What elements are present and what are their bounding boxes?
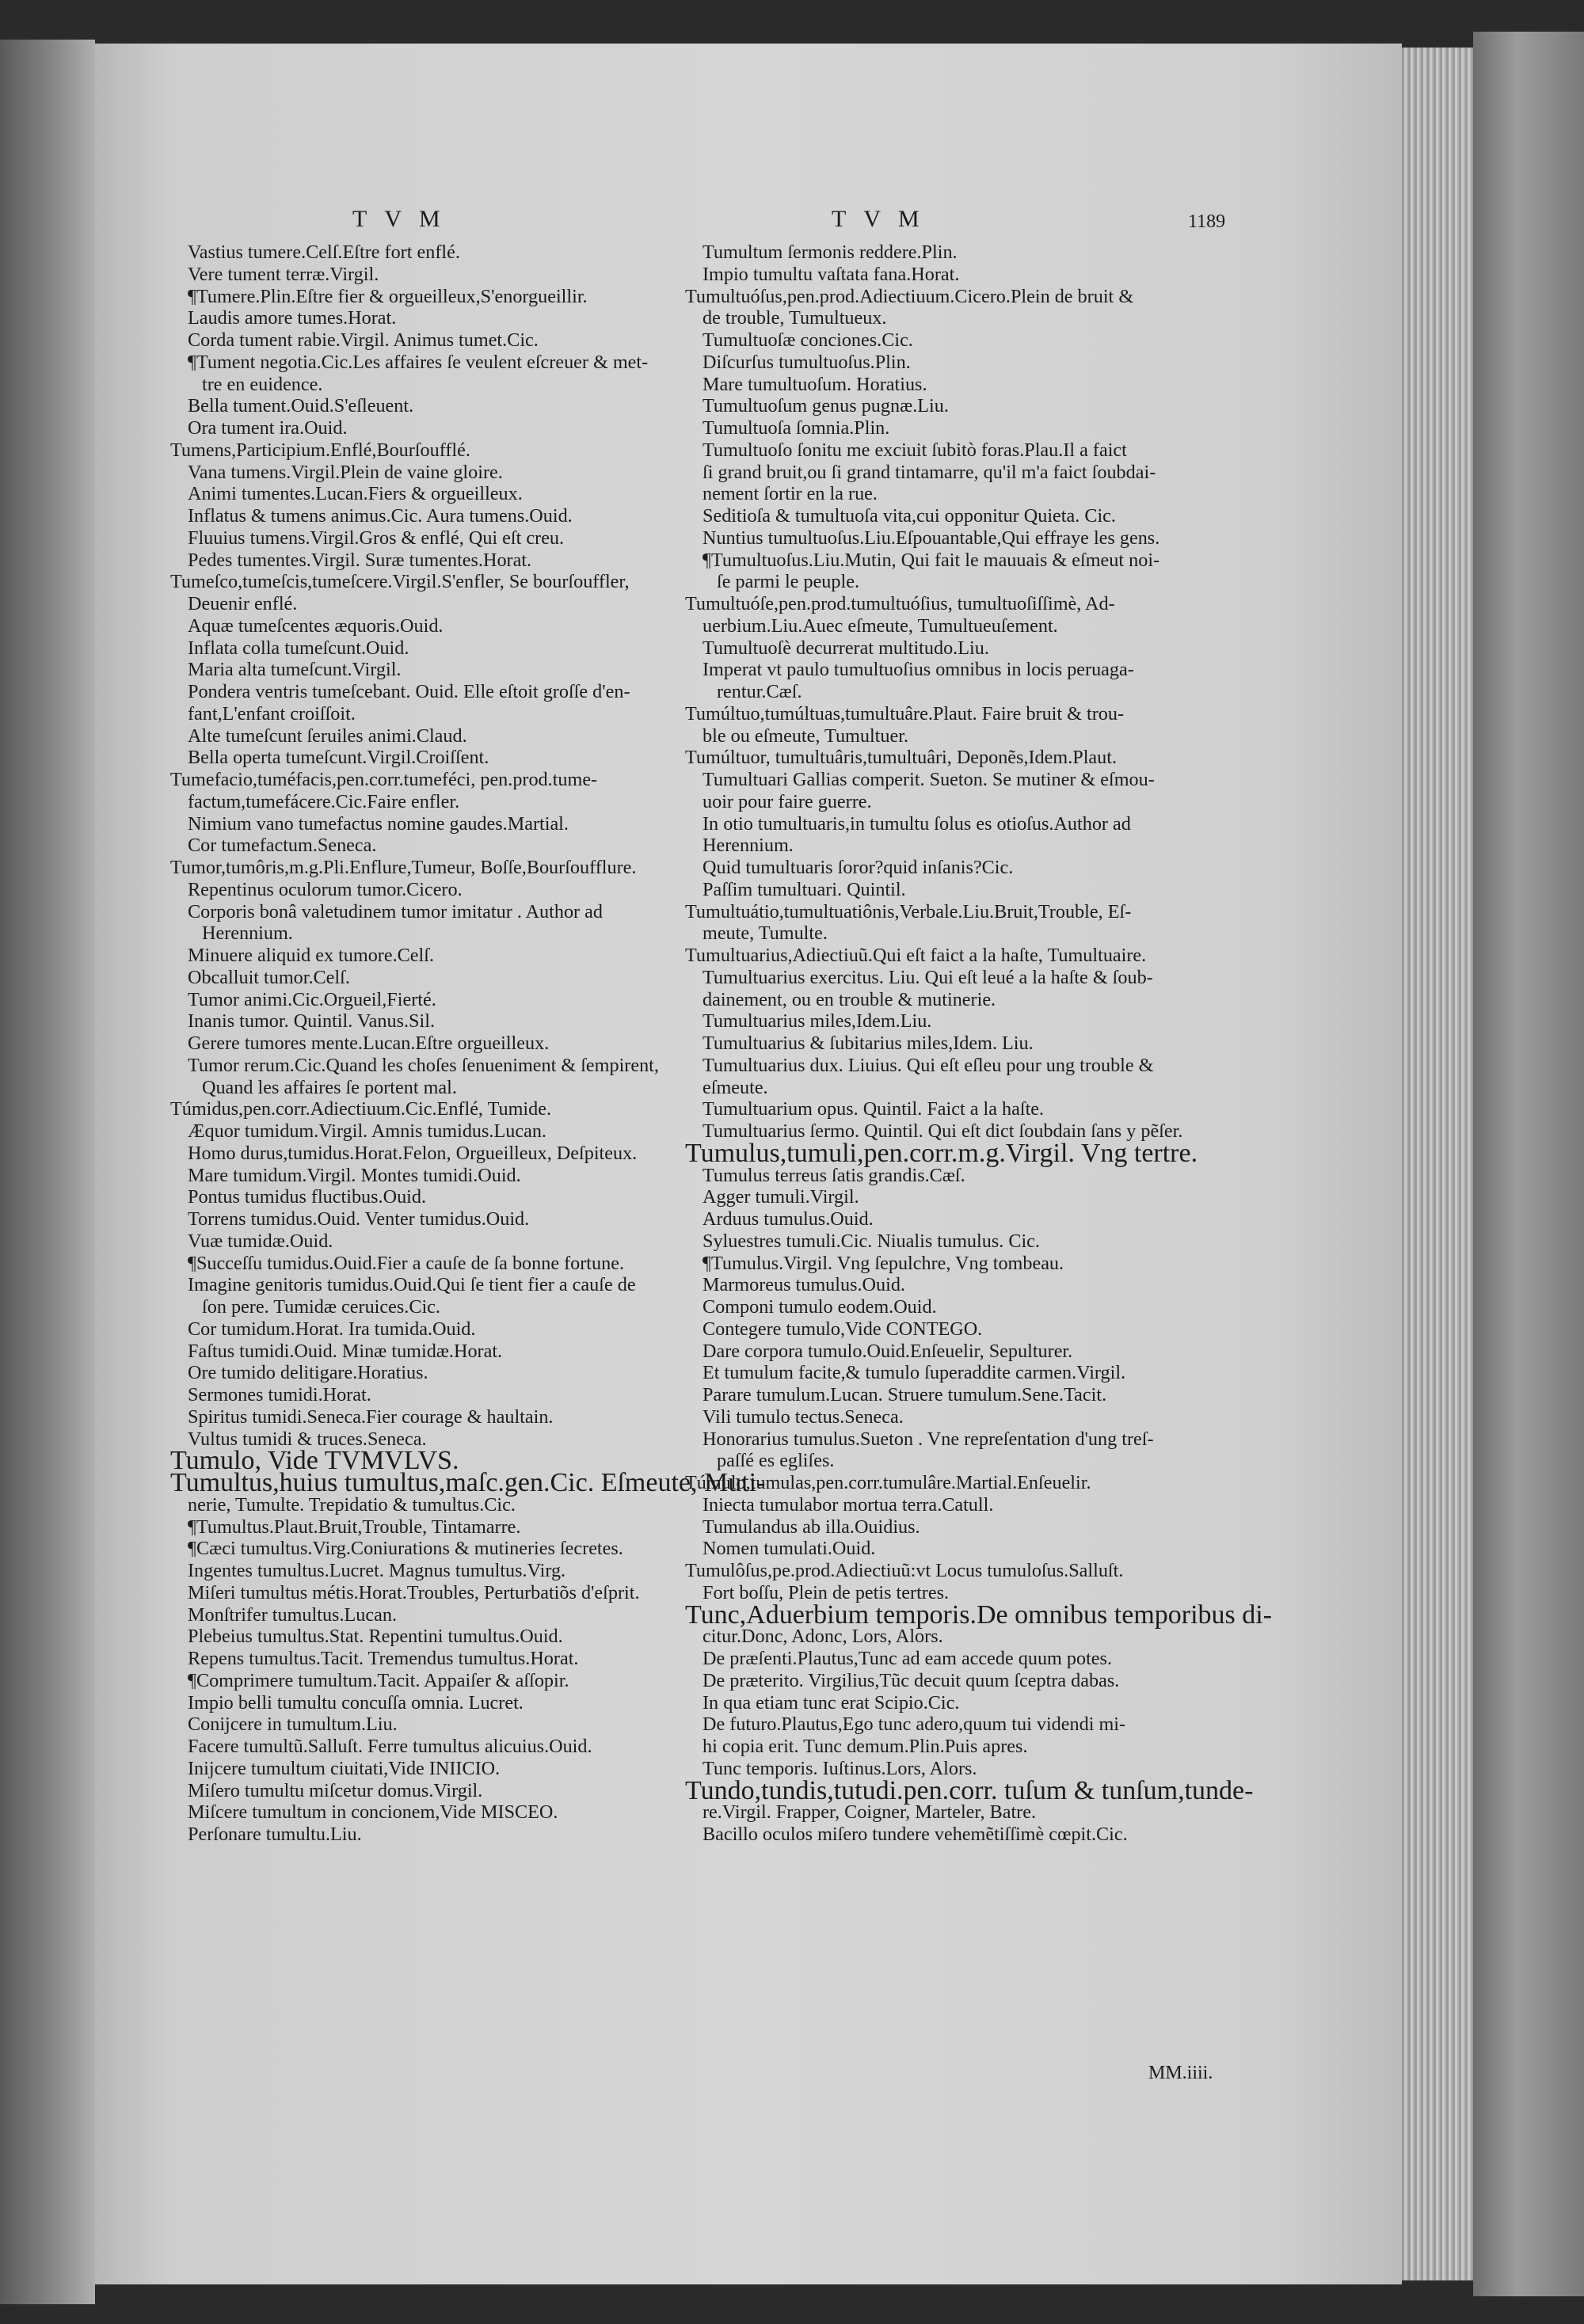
page-block-edge — [1402, 48, 1473, 2280]
dictionary-line: Facere tumultũ.Salluſt. Ferre tumultus alicuius.Ouid. — [188, 1736, 592, 1757]
dictionary-line: Inflata colla tumeſcunt.Ouid. — [188, 637, 409, 659]
dictionary-line: Impio tumultu vaſtata fana.Horat. — [703, 263, 960, 285]
dictionary-line: Tunc,Aduerbium temporis.De omnibus temporibus di- — [685, 1599, 1273, 1630]
dictionary-line: Pedes tumentes.Virgil. Suræ tumentes.Horat. — [188, 549, 532, 571]
dictionary-line: Obcalluit tumor.Celſ. — [188, 966, 350, 988]
dictionary-line: Impio belli tumultu concuſſa omnia. Lucret. — [188, 1691, 524, 1714]
dictionary-line: Tumulus,tumuli,pen.corr.m.g.Virgil. Vng tertre. — [685, 1138, 1198, 1168]
dictionary-line: Tumultuarius dux. Liuius. Qui eſt eſleu pour ung trouble & — [703, 1054, 1154, 1076]
dictionary-line: De futuro.Plautus,Ego tunc adero,quum tui videndi mi- — [703, 1714, 1126, 1736]
dictionary-line: ¶Succeſſu tumidus.Ouid.Fier a cauſe de ſa bonne fortune. — [188, 1252, 624, 1274]
dictionary-line: Inijcere tumultum ciuitati,Vide INIICIO. — [188, 1757, 501, 1779]
dictionary-line: meute, Tumulte. — [703, 922, 828, 945]
dictionary-line: re.Virgil. Frapper, Coigner, Marteler, Batre. — [703, 1801, 1037, 1824]
dictionary-line: Marmoreus tumulus.Ouid. — [703, 1274, 905, 1296]
dictionary-line: hi copia erit. Tunc demum.Plin.Puis apres. — [703, 1736, 1028, 1757]
dictionary-line: Miſeri tumultus métis.Horat.Troubles, Perturbatiõs d'eſprit. — [188, 1581, 640, 1603]
dictionary-line: Nimium vano tumefactus nomine gaudes.Martial. — [188, 812, 569, 835]
dictionary-line: Túmidus,pen.corr.Adiectiuum.Cic.Enflé, Tumide. — [170, 1098, 552, 1120]
dictionary-line: Tumulandus ab illa.Ouidius. — [703, 1516, 920, 1538]
dictionary-line: Ore tumido delitigare.Horatius. — [188, 1362, 428, 1384]
dictionary-line: Maria alta tumeſcunt.Virgil. — [188, 659, 402, 681]
dictionary-line: Sermones tumidi.Horat. — [188, 1384, 371, 1405]
dictionary-line: rentur.Cæſ. — [717, 681, 802, 702]
dictionary-line: uoir pour faire guerre. — [703, 790, 872, 812]
dictionary-line: Corda tument rabie.Virgil. Animus tumet.Cic. — [188, 329, 539, 351]
dictionary-line: Tumultuóſus,pen.prod.Adiectiuum.Cicero.Plein de bruit & — [685, 285, 1134, 307]
dictionary-line: Vana tumens.Virgil.Plein de vaine gloire. — [188, 461, 503, 483]
dictionary-line: Ingentes tumultus.Lucret. Magnus tumultus.Virg. — [188, 1560, 566, 1581]
dictionary-line: De præterito. Virgilius,Tũc decuit quum ſceptra dabas. — [703, 1669, 1120, 1691]
dictionary-line: ¶Cæci tumultus.Virg.Coniurations & mutineries ſecretes. — [188, 1538, 623, 1560]
dictionary-line: Corporis bonâ valetudinem tumor imitatur . Author ad — [188, 900, 603, 922]
dictionary-line: In qua etiam tunc erat Scipio.Cic. — [703, 1691, 960, 1714]
dictionary-line: Aquæ tumeſcentes æquoris.Ouid. — [188, 614, 444, 637]
dictionary-line: Tumultuarius & ſubitarius miles,Idem. Liu. — [703, 1033, 1034, 1054]
dictionary-line: Túmulo,tumulas,pen.corr.tumulâre.Martial.Enſeuelir. — [685, 1472, 1091, 1493]
dictionary-line: Vere tument terræ.Virgil. — [188, 263, 379, 285]
dictionary-line: Tumultuátio,tumultuatiônis,Verbale.Liu.Bruit,Trouble, Eſ- — [685, 900, 1132, 922]
dictionary-line: Perſonare tumultu.Liu. — [188, 1824, 362, 1845]
dictionary-line: Tumultum ſermonis reddere.Plin. — [703, 242, 958, 263]
dictionary-line: Syluestres tumuli.Cic. Niualis tumulus. Cic. — [703, 1230, 1040, 1252]
dictionary-line: ſon pere. Tumidæ ceruices.Cic. — [202, 1296, 440, 1318]
dictionary-line: de trouble, Tumultueux. — [703, 307, 887, 329]
dictionary-line: Honorarius tumulus.Sueton . Vne repreſentation d'ung treſ- — [703, 1428, 1154, 1450]
dictionary-line: Arduus tumulus.Ouid. — [703, 1208, 874, 1230]
dictionary-line: Tumúltuo,tumúltuas,tumultuâre.Plaut. Faire bruit & trou- — [685, 702, 1125, 725]
page-number: 1189 — [1188, 211, 1226, 232]
dictionary-line: Tumúltuor, tumultuâris,tumultuâri, Deponẽs,Idem.Plaut. — [685, 747, 1118, 769]
dictionary-line: Vili tumulo tectus.Seneca. — [703, 1405, 904, 1428]
dictionary-line: Vultus tumidi & truces.Seneca. — [188, 1428, 427, 1450]
dictionary-line: Paſſim tumultuari. Quintil. — [703, 878, 906, 900]
dictionary-line: Tumultuari Gallias comperit. Sueton. Se mutiner & eſmou- — [703, 769, 1155, 790]
dictionary-line: Agger tumuli.Virgil. — [703, 1186, 859, 1208]
dictionary-line: Componi tumulo eodem.Ouid. — [703, 1296, 937, 1318]
dictionary-line: Tumultuoſè decurrerat multitudo.Liu. — [703, 637, 989, 659]
dictionary-line: Miſero tumultu miſcetur domus.Virgil. — [188, 1779, 483, 1801]
dictionary-line: Tumultuoſo ſonitu me exciuit ſubitò foras.Plau.Il a faict — [703, 439, 1127, 461]
left-page-edge — [0, 40, 95, 2304]
dictionary-line: Tumultuóſe,pen.prod.tumultuóſius, tumultuoſiſſimè, Ad- — [685, 593, 1115, 614]
dictionary-line: Bacillo oculos miſero tundere vehemẽtiſſimè cœpit.Cic. — [703, 1824, 1128, 1845]
dictionary-line: Quand les affaires ſe portent mal. — [202, 1076, 457, 1098]
dictionary-line: Tumultuarius,Adiectiuũ.Qui eſt faict a la haſte, Tumultuaire. — [685, 945, 1147, 966]
dictionary-line: Bella operta tumeſcunt.Virgil.Croiſſent. — [188, 747, 489, 769]
dictionary-line: ſe parmi le peuple. — [717, 571, 859, 593]
dictionary-line: ¶Comprimere tumultum.Tacit. Appaiſer & aſſopir. — [188, 1669, 569, 1691]
dictionary-line: ¶Tumultuoſus.Liu.Mutin, Qui fait le mauuais & eſmeut noi- — [703, 549, 1160, 571]
dictionary-line: ¶Tumere.Plin.Eſtre fier & orgueilleux,S'enorgueillir. — [188, 285, 588, 307]
dictionary-line: Repens tumultus.Tacit. Tremendus tumultus.Horat. — [188, 1648, 579, 1669]
dictionary-line: Faſtus tumidi.Ouid. Minæ tumidæ.Horat. — [188, 1340, 503, 1362]
dictionary-line: Conijcere in tumultum.Liu. — [188, 1714, 398, 1736]
dictionary-line: ¶Tumultus.Plaut.Bruit,Trouble, Tintamarre. — [188, 1516, 521, 1538]
dictionary-line: Herennium. — [202, 922, 293, 945]
running-head-right: TVM — [832, 206, 937, 232]
dictionary-line: Laudis amore tumes.Horat. — [188, 307, 397, 329]
dictionary-line: dainement, ou en trouble & mutinerie. — [703, 988, 996, 1010]
dictionary-line: factum,tumefácere.Cic.Faire enfler. — [188, 790, 460, 812]
dictionary-line: Fort boſſu, Plein de petis tertres. — [703, 1581, 950, 1603]
dictionary-line: Tumultuoſa ſomnia.Plin. — [703, 417, 890, 439]
dictionary-line: Quid tumultuaris ſoror?quid inſanis?Cic. — [703, 857, 1014, 878]
dictionary-line: Tumor rerum.Cic.Quand les choſes ſenueniment & ſempirent, — [188, 1054, 659, 1076]
dictionary-line: Tumens,Participium.Enflé,Bourſoufflé. — [170, 439, 470, 461]
dictionary-line: Animi tumentes.Lucan.Fiers & orgueilleux. — [188, 483, 523, 505]
dictionary-line: De præſenti.Plautus,Tunc ad eam accede quum potes. — [703, 1648, 1113, 1669]
dictionary-line: Inanis tumor. Quintil. Vanus.Sil. — [188, 1010, 435, 1033]
dictionary-line: Tunc temporis. Iuſtinus.Lors, Alors. — [703, 1757, 977, 1779]
book-page — [95, 44, 1402, 2284]
dictionary-line: Et tumulum facite,& tumulo ſuperaddite carmen.Virgil. — [703, 1362, 1126, 1384]
dictionary-line: Ora tument ira.Ouid. — [188, 417, 348, 439]
dictionary-line: In otio tumultuaris,in tumultu ſolus es otioſus.Author ad — [703, 812, 1131, 835]
dictionary-line: tre en euidence. — [202, 373, 323, 395]
dictionary-line: Seditioſa & tumultuoſa vita,cui opponitur Quieta. Cic. — [703, 505, 1116, 527]
dictionary-line: uerbium.Liu.Auec eſmeute, Tumultueuſement. — [703, 614, 1058, 637]
right-column — [685, 242, 1272, 1846]
dictionary-line: Tumefacio,tuméfacis,pen.corr.tumeféci, pen.prod.tume- — [170, 769, 598, 790]
dictionary-line: ¶Tument negotia.Cic.Les affaires ſe veulent eſcreuer & met- — [188, 351, 649, 373]
dictionary-line: Homo durus,tumidus.Horat.Felon, Orgueilleux, Deſpiteux. — [188, 1142, 638, 1164]
dictionary-line: Minuere aliquid ex tumore.Celſ. — [188, 945, 435, 966]
dictionary-line: Pondera ventris tumeſcebant. Ouid. Elle eſtoit groſſe d'en- — [188, 681, 630, 702]
dictionary-line: Repentinus oculorum tumor.Cicero. — [188, 878, 463, 900]
dictionary-line: Tumultuarius ſermo. Quintil. Qui eſt dict ſoubdain ſans y pẽſer. — [703, 1120, 1183, 1142]
dictionary-line: Gerere tumores mente.Lucan.Eſtre orgueilleux. — [188, 1033, 550, 1054]
left-column — [170, 242, 765, 1846]
dictionary-line: Contegere tumulo,Vide CONTEGO. — [703, 1318, 983, 1340]
dictionary-line: Tumultuarium opus. Quintil. Faict a la haſte. — [703, 1098, 1045, 1120]
dictionary-line: Miſcere tumultum in concionem,Vide MISCEO. — [188, 1801, 558, 1824]
dictionary-line: Tumulus terreus ſatis grandis.Cæſ. — [703, 1164, 965, 1186]
dictionary-line: Nuntius tumultuoſus.Liu.Eſpouantable,Qui effraye les gens. — [703, 527, 1160, 549]
book-cover-edge — [1473, 32, 1584, 2296]
dictionary-line: Vastius tumere.Celſ.Eſtre fort enflé. — [188, 242, 460, 263]
dictionary-line: Tumultuarius exercitus. Liu. Qui eſt leué a la haſte & ſoub- — [703, 966, 1153, 988]
dictionary-line: Pontus tumidus fluctibus.Ouid. — [188, 1186, 427, 1208]
dictionary-line: Alte tumeſcunt ſeruiles animi.Claud. — [188, 725, 467, 747]
dictionary-line: Cor tumefactum.Seneca. — [188, 835, 377, 857]
dictionary-line: Iniecta tumulabor mortua terra.Catull. — [703, 1493, 994, 1516]
dictionary-line: Fluuius tumens.Virgil.Gros & enflé, Qui eſt creu. — [188, 527, 565, 549]
dictionary-line: Tumultuoſæ conciones.Cic. — [703, 329, 913, 351]
dictionary-line: Imperat vt paulo tumultuoſius omnibus in locis peruaga- — [703, 659, 1134, 681]
dictionary-line: Monſtrifer tumultus.Lucan. — [188, 1603, 397, 1626]
dictionary-line: Tumulôſus,pe.prod.Adiectiuũ:vt Locus tumuloſus.Salluſt. — [685, 1560, 1124, 1581]
running-head-left: TVM — [352, 206, 458, 232]
dictionary-line: ſi grand bruit,ou ſi grand tintamarre, qu'il m'a faict ſoubdai- — [703, 461, 1156, 483]
dictionary-line: Tumultuarius miles,Idem.Liu. — [703, 1010, 932, 1033]
dictionary-line: Deuenir enflé. — [188, 593, 298, 614]
dictionary-line: Æquor tumidum.Virgil. Amnis tumidus.Lucan. — [188, 1120, 546, 1142]
dictionary-line: Vuæ tumidæ.Ouid. — [188, 1230, 333, 1252]
dictionary-line: Mare tumidum.Virgil. Montes tumidi.Ouid. — [188, 1164, 521, 1186]
dictionary-line: eſmeute. — [703, 1076, 768, 1098]
dictionary-line: Dare corpora tumulo.Ouid.Enſeuelir, Sepulturer. — [703, 1340, 1073, 1362]
dictionary-line: nerie, Tumulte. Trepidatio & tumultus.Cic. — [188, 1493, 516, 1516]
dictionary-line: Imagine genitoris tumidus.Ouid.Qui ſe tient fier a cauſe de — [188, 1274, 636, 1296]
dictionary-line: Nomen tumulati.Ouid. — [703, 1538, 876, 1560]
dictionary-line: ble ou eſmeute, Tumultuer. — [703, 725, 909, 747]
dictionary-line: ¶Tumulus.Virgil. Vng ſepulchre, Vng tombeau. — [703, 1252, 1064, 1274]
dictionary-line: Plebeius tumultus.Stat. Repentini tumultus.Ouid. — [188, 1626, 563, 1648]
dictionary-line: Tumor animi.Cic.Orgueil,Fierté. — [188, 988, 436, 1010]
dictionary-line: Torrens tumidus.Ouid. Venter tumidus.Ouid. — [188, 1208, 530, 1230]
dictionary-line: Tumeſco,tumeſcis,tumeſcere.Virgil.S'enfler, Se bourſouffler, — [170, 571, 630, 593]
dictionary-line: Mare tumultuoſum. Horatius. — [703, 373, 927, 395]
dictionary-line: Inflatus & tumens animus.Cic. Aura tumens.Ouid. — [188, 505, 573, 527]
dictionary-line: Tumultuoſum genus pugnæ.Liu. — [703, 395, 949, 417]
dictionary-line: Parare tumulum.Lucan. Struere tumulum.Sene.Tacit. — [703, 1384, 1107, 1405]
dictionary-line: Tumultus,huius tumultus,maſc.gen.Cic. Eſmeute, Muti- — [170, 1468, 766, 1497]
signature-mark: MM.iiii. — [1148, 2063, 1213, 2083]
dictionary-line: Tumor,tumôris,m.g.Pli.Enflure,Tumeur, Boſſe,Bourſoufflure. — [170, 857, 637, 878]
dictionary-line: Cor tumidum.Horat. Ira tumida.Ouid. — [188, 1318, 476, 1340]
dictionary-line: Bella tument.Ouid.S'eſleuent. — [188, 395, 414, 417]
dictionary-line: Tumulo, Vide TVMVLVS. — [170, 1446, 459, 1476]
dictionary-line: paſſé es egliſes. — [717, 1450, 835, 1472]
dictionary-line: nement ſortir en la rue. — [703, 483, 878, 505]
dictionary-line: fant,L'enfant croiſſoit. — [188, 702, 356, 725]
dictionary-line: citur.Donc, Adonc, Lors, Alors. — [703, 1626, 943, 1648]
dictionary-line: Tundo,tundis,tutudi.pen.corr. tuſum & tunſum,tunde- — [685, 1775, 1254, 1805]
dictionary-line: Herennium. — [703, 835, 794, 857]
dictionary-line: Spiritus tumidi.Seneca.Fier courage & haultain. — [188, 1405, 554, 1428]
dictionary-line: Diſcurſus tumultuoſus.Plin. — [703, 351, 911, 373]
